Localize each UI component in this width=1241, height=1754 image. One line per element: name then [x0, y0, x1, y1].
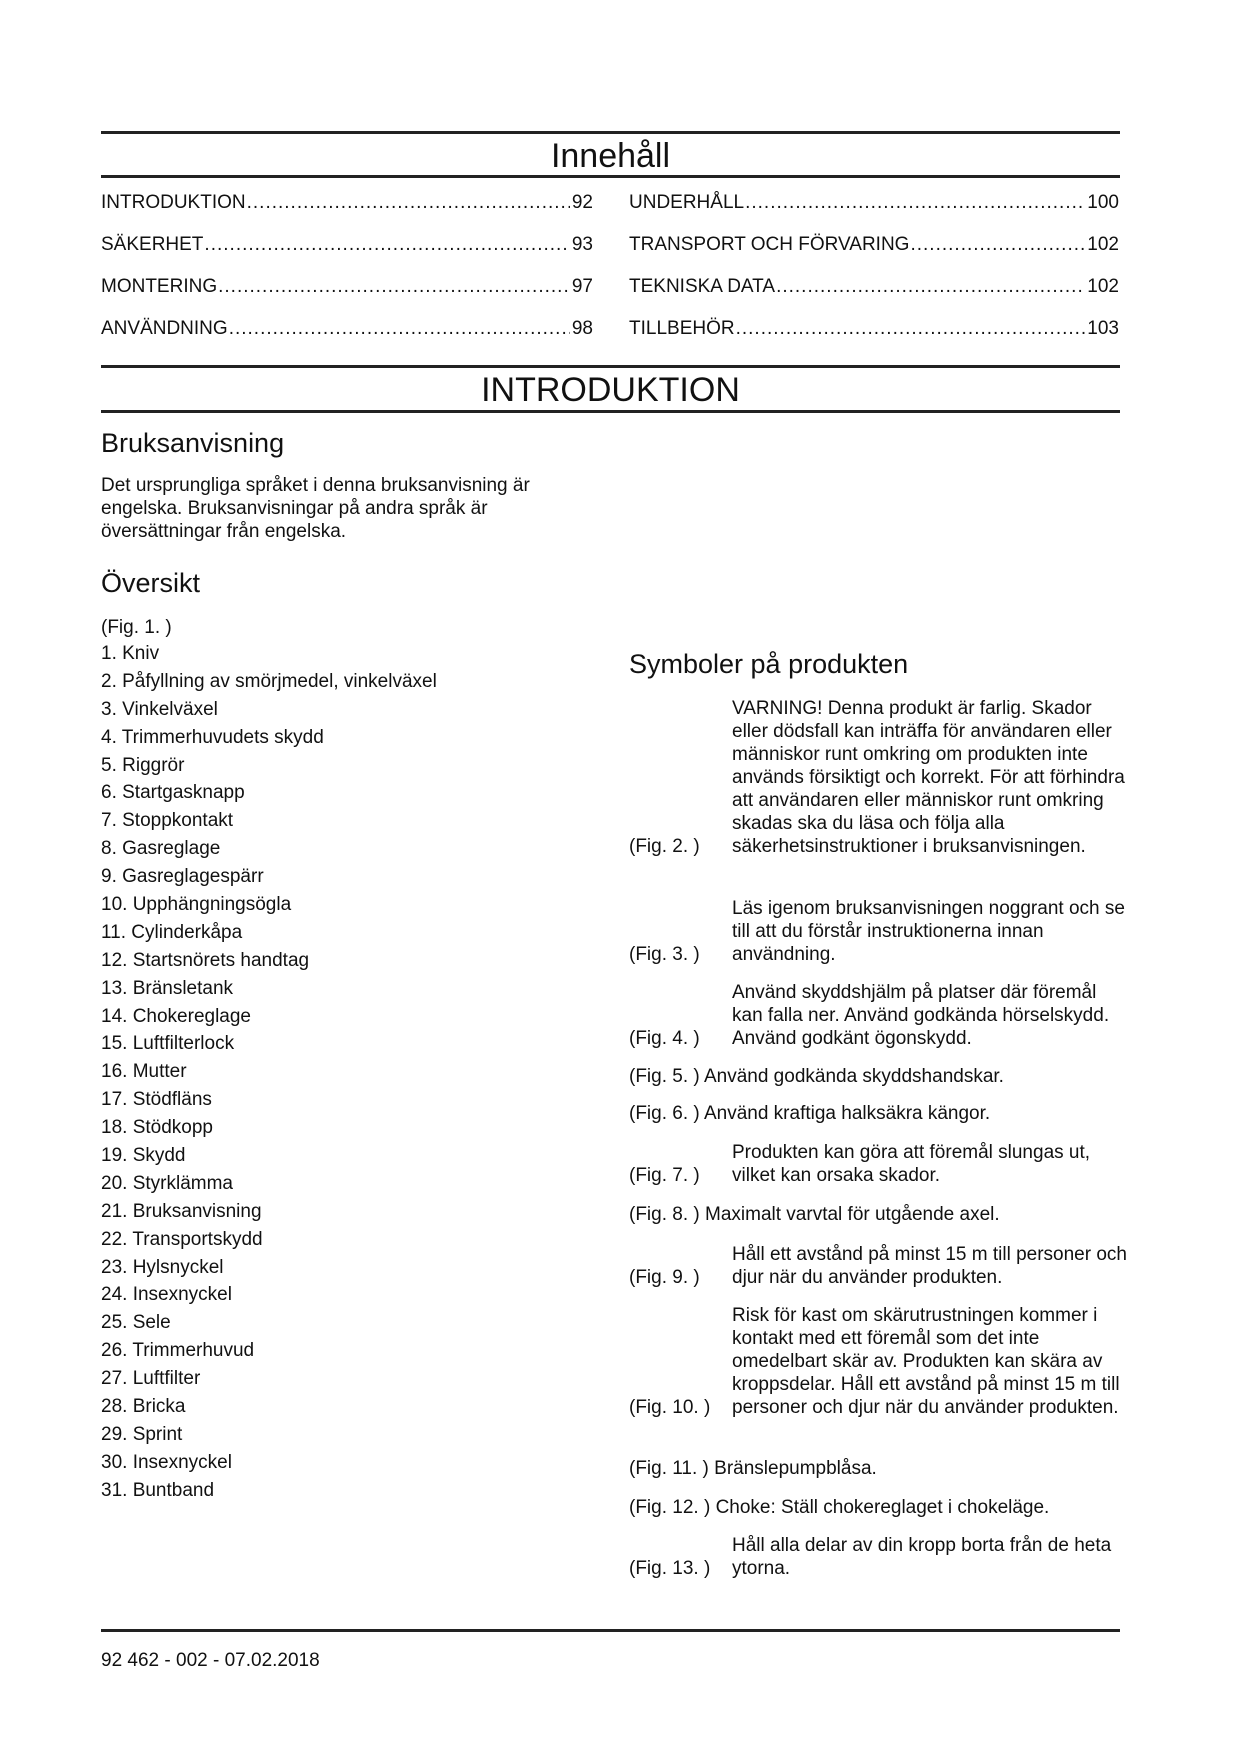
symbol-entry	[629, 1243, 1129, 1289]
list-item: 29. Sprint	[101, 1423, 183, 1445]
list-item: 2. Påfyllning av smörjmedel, vinkelväxel	[101, 670, 437, 692]
toc-entry-tekniska-data[interactable]	[629, 276, 1119, 298]
symbol-fig-ref: (Fig. 4. )	[629, 1028, 700, 1049]
toc-entry-page: 92	[571, 192, 593, 213]
section-title-rule	[101, 410, 1120, 413]
symbol-text: Risk för kast om skärutrustningen kommer i kontakt med ett föremål som det inte omedelbart skär av. Produkten kan skära av kroppsdelar. Håll ett avstånd på minst 15 m till personer och djur när du använder produkten.	[732, 1305, 1120, 1418]
list-item: 27. Luftfilter	[101, 1368, 201, 1390]
list-item: 12. Startsnörets handtag	[101, 949, 310, 971]
toc-entry-label: TRANSPORT OCH FÖRVARING	[629, 234, 910, 255]
list-item: 28. Bricka	[101, 1396, 186, 1418]
toc-entry-sakerhet[interactable]	[101, 234, 593, 256]
toc-entry-label: TEKNISKA DATA	[629, 276, 776, 297]
list-item: 23. Hylsnyckel	[101, 1256, 224, 1278]
symbol-text: VARNING! Denna produkt är farlig. Skador eller dödsfall kan inträffa för användaren eller människor runt omkring om produkten inte används försiktigt och korrekt. För att förhindra att användaren eller människor runt omkring skadas ska du läsa och följa alla säkerhetsinstruktioner i bruksanvisningen.	[732, 698, 1125, 857]
list-item: 18. Stödkopp	[101, 1117, 213, 1139]
symbol-text: (Fig. 12. ) Choke: Ställ chokereglaget i chokeläge.	[629, 1497, 1050, 1518]
symbol-entry	[629, 1304, 1129, 1419]
toc-entry-montering[interactable]	[101, 276, 593, 298]
list-item: 9. Gasreglagespärr	[101, 866, 264, 888]
symbol-entry	[629, 1534, 1129, 1580]
list-item: 11. Cylinderkåpa	[101, 921, 243, 943]
section-title: INTRODUKTION	[481, 371, 740, 409]
list-item: 19. Skydd	[101, 1145, 186, 1167]
list-item: 24. Insexnyckel	[101, 1284, 232, 1306]
toc-entry-page: 103	[1087, 318, 1119, 339]
list-item: 22. Transportskydd	[101, 1228, 263, 1250]
list-item: 16. Mutter	[101, 1061, 187, 1083]
toc-entry-label: ANVÄNDNING	[101, 318, 228, 339]
list-item: 30. Insexnyckel	[101, 1451, 232, 1473]
symbol-fig-ref: (Fig. 10. )	[629, 1397, 711, 1418]
toc-entry-label: MONTERING	[101, 276, 218, 297]
symbol-fig-ref: (Fig. 3. )	[629, 944, 700, 965]
toc-entry-tillbehor[interactable]	[629, 318, 1119, 340]
symbol-text: (Fig. 5. ) Använd godkända skyddshandskar.	[629, 1066, 1004, 1087]
list-item: 17. Stödfläns	[101, 1089, 212, 1111]
toc-title-rule	[101, 175, 1120, 178]
list-item: 7. Stoppkontakt	[101, 810, 234, 832]
section-top-rule	[101, 365, 1120, 368]
list-item: 3. Vinkelväxel	[101, 698, 218, 720]
toc-entry-label: TILLBEHÖR	[629, 318, 735, 339]
manual-heading: Bruksanvisning	[101, 428, 285, 458]
list-item: 10. Upphängningsögla	[101, 894, 292, 916]
toc-entry-page: 102	[1087, 234, 1119, 255]
toc-entry-page: 93	[571, 234, 593, 255]
overview-heading: Översikt	[101, 568, 201, 598]
symbol-text: (Fig. 11. ) Bränslepumpblåsa.	[629, 1458, 877, 1479]
toc-entry-underhall[interactable]	[629, 192, 1119, 214]
symbol-text: Håll ett avstånd på minst 15 m till personer och djur när du använder produkten.	[732, 1244, 1127, 1288]
list-item: 14. Chokereglage	[101, 1005, 251, 1027]
symbol-text: Använd skyddshjälm på platser där föremål kan falla ner. Använd godkända hörselskydd. Använd godkänt ögonskydd.	[732, 982, 1110, 1049]
symbol-text: (Fig. 8. ) Maximalt varvtal för utgående axel.	[629, 1204, 1000, 1225]
toc-entry-label: SÄKERHET	[101, 234, 204, 255]
symbol-entry	[629, 897, 1129, 966]
symbol-entry	[629, 697, 1129, 858]
list-item: 21. Bruksanvisning	[101, 1200, 262, 1222]
symbol-entry	[629, 1065, 1129, 1088]
toc-entry-label: INTRODUKTION	[101, 192, 246, 213]
toc-entry-page: 102	[1087, 276, 1119, 297]
symbol-fig-ref: (Fig. 7. )	[629, 1165, 700, 1186]
symbol-text: Produkten kan göra att föremål slungas ut, vilket kan orsaka skador.	[732, 1142, 1091, 1186]
symbol-text: Läs igenom bruksanvisningen noggrant och se till att du förstår instruktionerna innan användning.	[732, 898, 1125, 965]
symbol-text: Håll alla delar av din kropp borta från de heta ytorna.	[732, 1535, 1112, 1579]
symbol-text: (Fig. 6. ) Använd kraftiga halksäkra kängor.	[629, 1103, 991, 1124]
symbol-entry	[629, 1457, 1129, 1480]
symbol-fig-ref: (Fig. 13. )	[629, 1558, 711, 1579]
toc-entry-page: 100	[1087, 192, 1119, 213]
toc-entry-transport[interactable]	[629, 234, 1119, 256]
list-item: 1. Kniv	[101, 643, 160, 664]
symbols-heading: Symboler på produkten	[629, 649, 909, 679]
symbol-fig-ref: (Fig. 9. )	[629, 1267, 700, 1288]
toc-entry-page: 98	[571, 318, 593, 339]
overview-parts-list	[101, 640, 437, 1505]
footer-rule	[101, 1629, 1120, 1632]
list-item: 15. Luftfilterlock	[101, 1033, 235, 1055]
list-item: 5. Riggrör	[101, 754, 185, 776]
toc-title: Innehåll	[550, 137, 671, 175]
toc-entry-introduktion[interactable]	[101, 192, 593, 214]
symbol-fig-ref: (Fig. 2. )	[629, 836, 700, 857]
symbol-entry	[629, 1496, 1129, 1519]
toc-entry-anvandning[interactable]	[101, 318, 593, 340]
list-item: 4. Trimmerhuvudets skydd	[101, 726, 324, 748]
list-item: 8. Gasreglage	[101, 838, 221, 860]
toc-entry-page: 97	[571, 276, 593, 297]
list-item: 25. Sele	[101, 1312, 171, 1334]
footer-doc-ref: 92 462 - 002 - 07.02.2018	[101, 1650, 320, 1671]
symbol-entry	[629, 1203, 1129, 1226]
symbol-entry	[629, 981, 1129, 1050]
symbol-entry	[629, 1102, 1129, 1125]
list-item: 13. Bränsletank	[101, 977, 234, 999]
list-item: 20. Styrklämma	[101, 1172, 233, 1194]
manual-paragraph: Det ursprungliga språket i denna bruksanvisning är engelska. Bruksanvisningar på andra språk är översättningar från engelska.	[101, 475, 530, 542]
toc-entry-label: UNDERHÅLL	[629, 192, 745, 213]
toc-top-rule	[101, 131, 1120, 134]
list-item: 26. Trimmerhuvud	[101, 1340, 255, 1362]
symbol-entry	[629, 1141, 1129, 1187]
overview-fig-ref: (Fig. 1. )	[101, 617, 172, 638]
list-item: 6. Startgasknapp	[101, 782, 245, 804]
list-item: 31. Buntband	[101, 1479, 215, 1501]
